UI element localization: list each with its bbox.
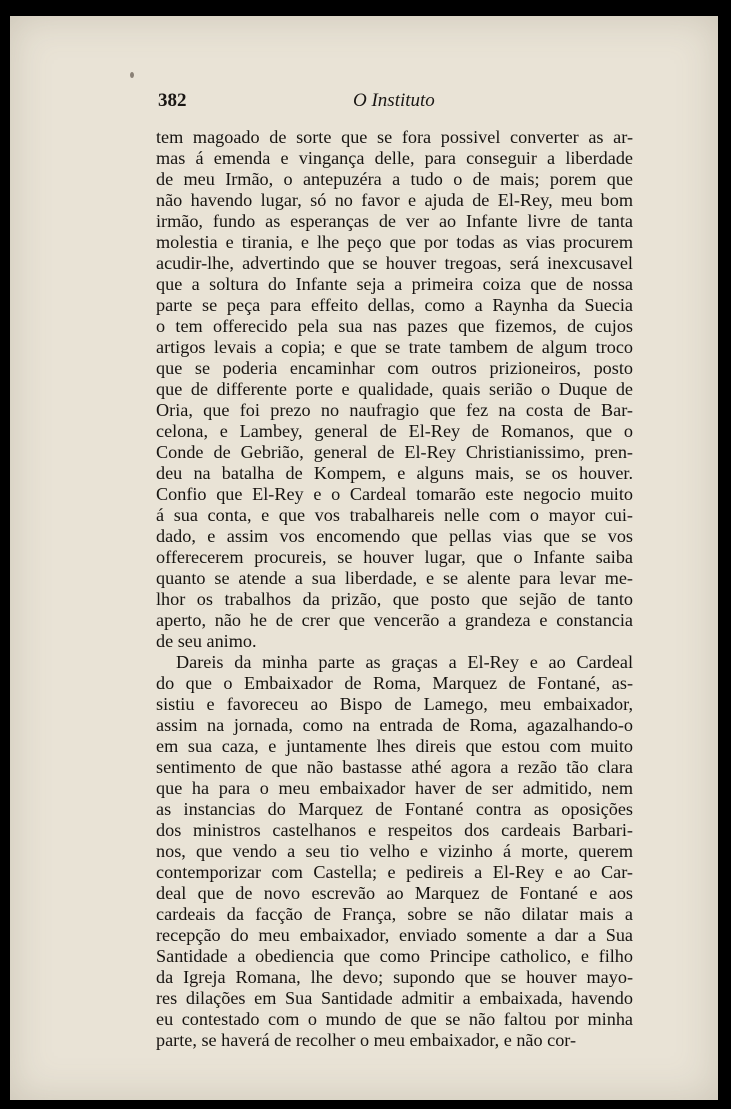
text-line: á sua conta, e que vos trabalhareis nelle com o mayor cui- <box>156 505 633 525</box>
text-line: artigos levais a copia; e que se trate tambem de algum troco <box>156 337 633 357</box>
text-line: de seu animo. <box>156 631 257 651</box>
text-line: que ha para o meu embaixador haver de ser admitido, nem <box>156 778 633 798</box>
text-line: cardeais da facção de França, sobre se não dilatar mais a <box>156 904 633 924</box>
text-line: parte se peça para effeito dellas, como a Raynha da Suecia <box>156 295 633 315</box>
text-line: molestia e tirania, e lhe peço que por todas as vias procurem <box>156 232 633 252</box>
text-line: Santidade a obediencia que como Principe catholico, e filho <box>156 946 633 966</box>
text-line: as instancias do Marquez de Fontané contra as oposições <box>156 799 633 819</box>
text-line: deu na batalha de Kompem, e alguns mais, se os houver. <box>156 463 633 483</box>
text-line: da Igreja Romana, lhe devo; supondo que se houver mayo- <box>156 967 633 987</box>
text-line: aperto, não he de crer que vencerão a grandeza e constancia <box>156 610 633 630</box>
text-line: irmão, fundo as esperanças de ver ao Infante livre de tanta <box>156 211 633 231</box>
text-line: Oria, que foi prezo no naufragio que fez na costa de Bar- <box>156 400 633 420</box>
text-line: não havendo lugar, só no favor e ajuda de El-Rey, meu bom <box>156 190 633 210</box>
text-line: dado, e assim vos encomendo que pellas vias que se vos <box>156 526 633 546</box>
paragraph <box>156 652 633 1051</box>
page-number: 382 <box>158 90 187 111</box>
text-line: que a soltura do Infante seja a primeira coiza que de nossa <box>156 274 633 294</box>
text-line: parte, se haverá de recolher o meu embaixador, e não cor- <box>156 1030 577 1050</box>
page-header <box>158 90 628 116</box>
text-line: assim na jornada, como na entrada de Roma, agazalhando-o <box>156 715 633 735</box>
text-line: recepção do meu embaixador, enviado somente a dar a Sua <box>156 925 633 945</box>
text-line: acudir-lhe, advertindo que se houver tregoas, será inexcusavel <box>156 253 633 273</box>
body-text <box>156 127 633 1051</box>
text-line: res dilações em Sua Santidade admitir a embaixada, havendo <box>156 988 633 1008</box>
text-line: Confio que El-Rey e o Cardeal tomarão este negocio muito <box>156 484 633 504</box>
text-line: quanto se atende a sua liberdade, e se alente para levar me- <box>156 568 633 588</box>
text-line: sistiu e favoreceu ao Bispo de Lamego, meu embaixador, <box>156 694 633 714</box>
text-line: lhor os trabalhos da prizão, que posto que sejão de tanto <box>156 589 633 609</box>
text-line: o tem offerecido pela sua nas pazes que fizemos, de cujos <box>156 316 633 336</box>
text-line: que de differente porte e qualidade, quais serião o Duque de <box>156 379 633 399</box>
text-line: de meu Irmão, o antepuzéra a tudo o de mais; porem que <box>156 169 633 189</box>
text-line: contemporizar com Castella; e pedireis a El-Rey e ao Car- <box>156 862 633 882</box>
text-line: deal que de novo escrevão ao Marquez de Fontané e aos <box>156 883 633 903</box>
text-line: offerecerem procureis, se houver lugar, que o Infante saiba <box>156 547 633 567</box>
text-line: eu contestado com o mundo de que se não faltou por minha <box>156 1009 633 1029</box>
text-line: mas á emenda e vingança delle, para conseguir a liberdade <box>156 148 633 168</box>
text-line: em sua caza, e juntamente lhes direis que estou com muito <box>156 736 633 756</box>
text-line: Conde de Gebrião, general de El-Rey Christianissimo, pren- <box>156 442 633 462</box>
running-title: O Instituto <box>353 90 435 111</box>
text-line: nos, que vendo a seu tio velho e vizinho á morte, querem <box>156 841 633 861</box>
text-line: do que o Embaixador de Roma, Marquez de Fontané, as- <box>156 673 633 693</box>
paragraph <box>156 127 633 652</box>
ink-speck <box>130 72 134 78</box>
text-line: tem magoado de sorte que se fora possivel converter as ar- <box>156 127 633 147</box>
text-line: dos ministros castelhanos e respeitos dos cardeais Barbari- <box>156 820 633 840</box>
text-line: sentimento de que não bastasse athé agora a rezão tão clara <box>156 757 633 777</box>
text-line: celona, e Lambey, general de El-Rey de Romanos, que o <box>156 421 633 441</box>
text-line: que se poderia encaminhar com outros prizioneiros, posto <box>156 358 633 378</box>
text-line: Dareis da minha parte as graças a El-Rey e ao Cardeal <box>176 652 633 672</box>
